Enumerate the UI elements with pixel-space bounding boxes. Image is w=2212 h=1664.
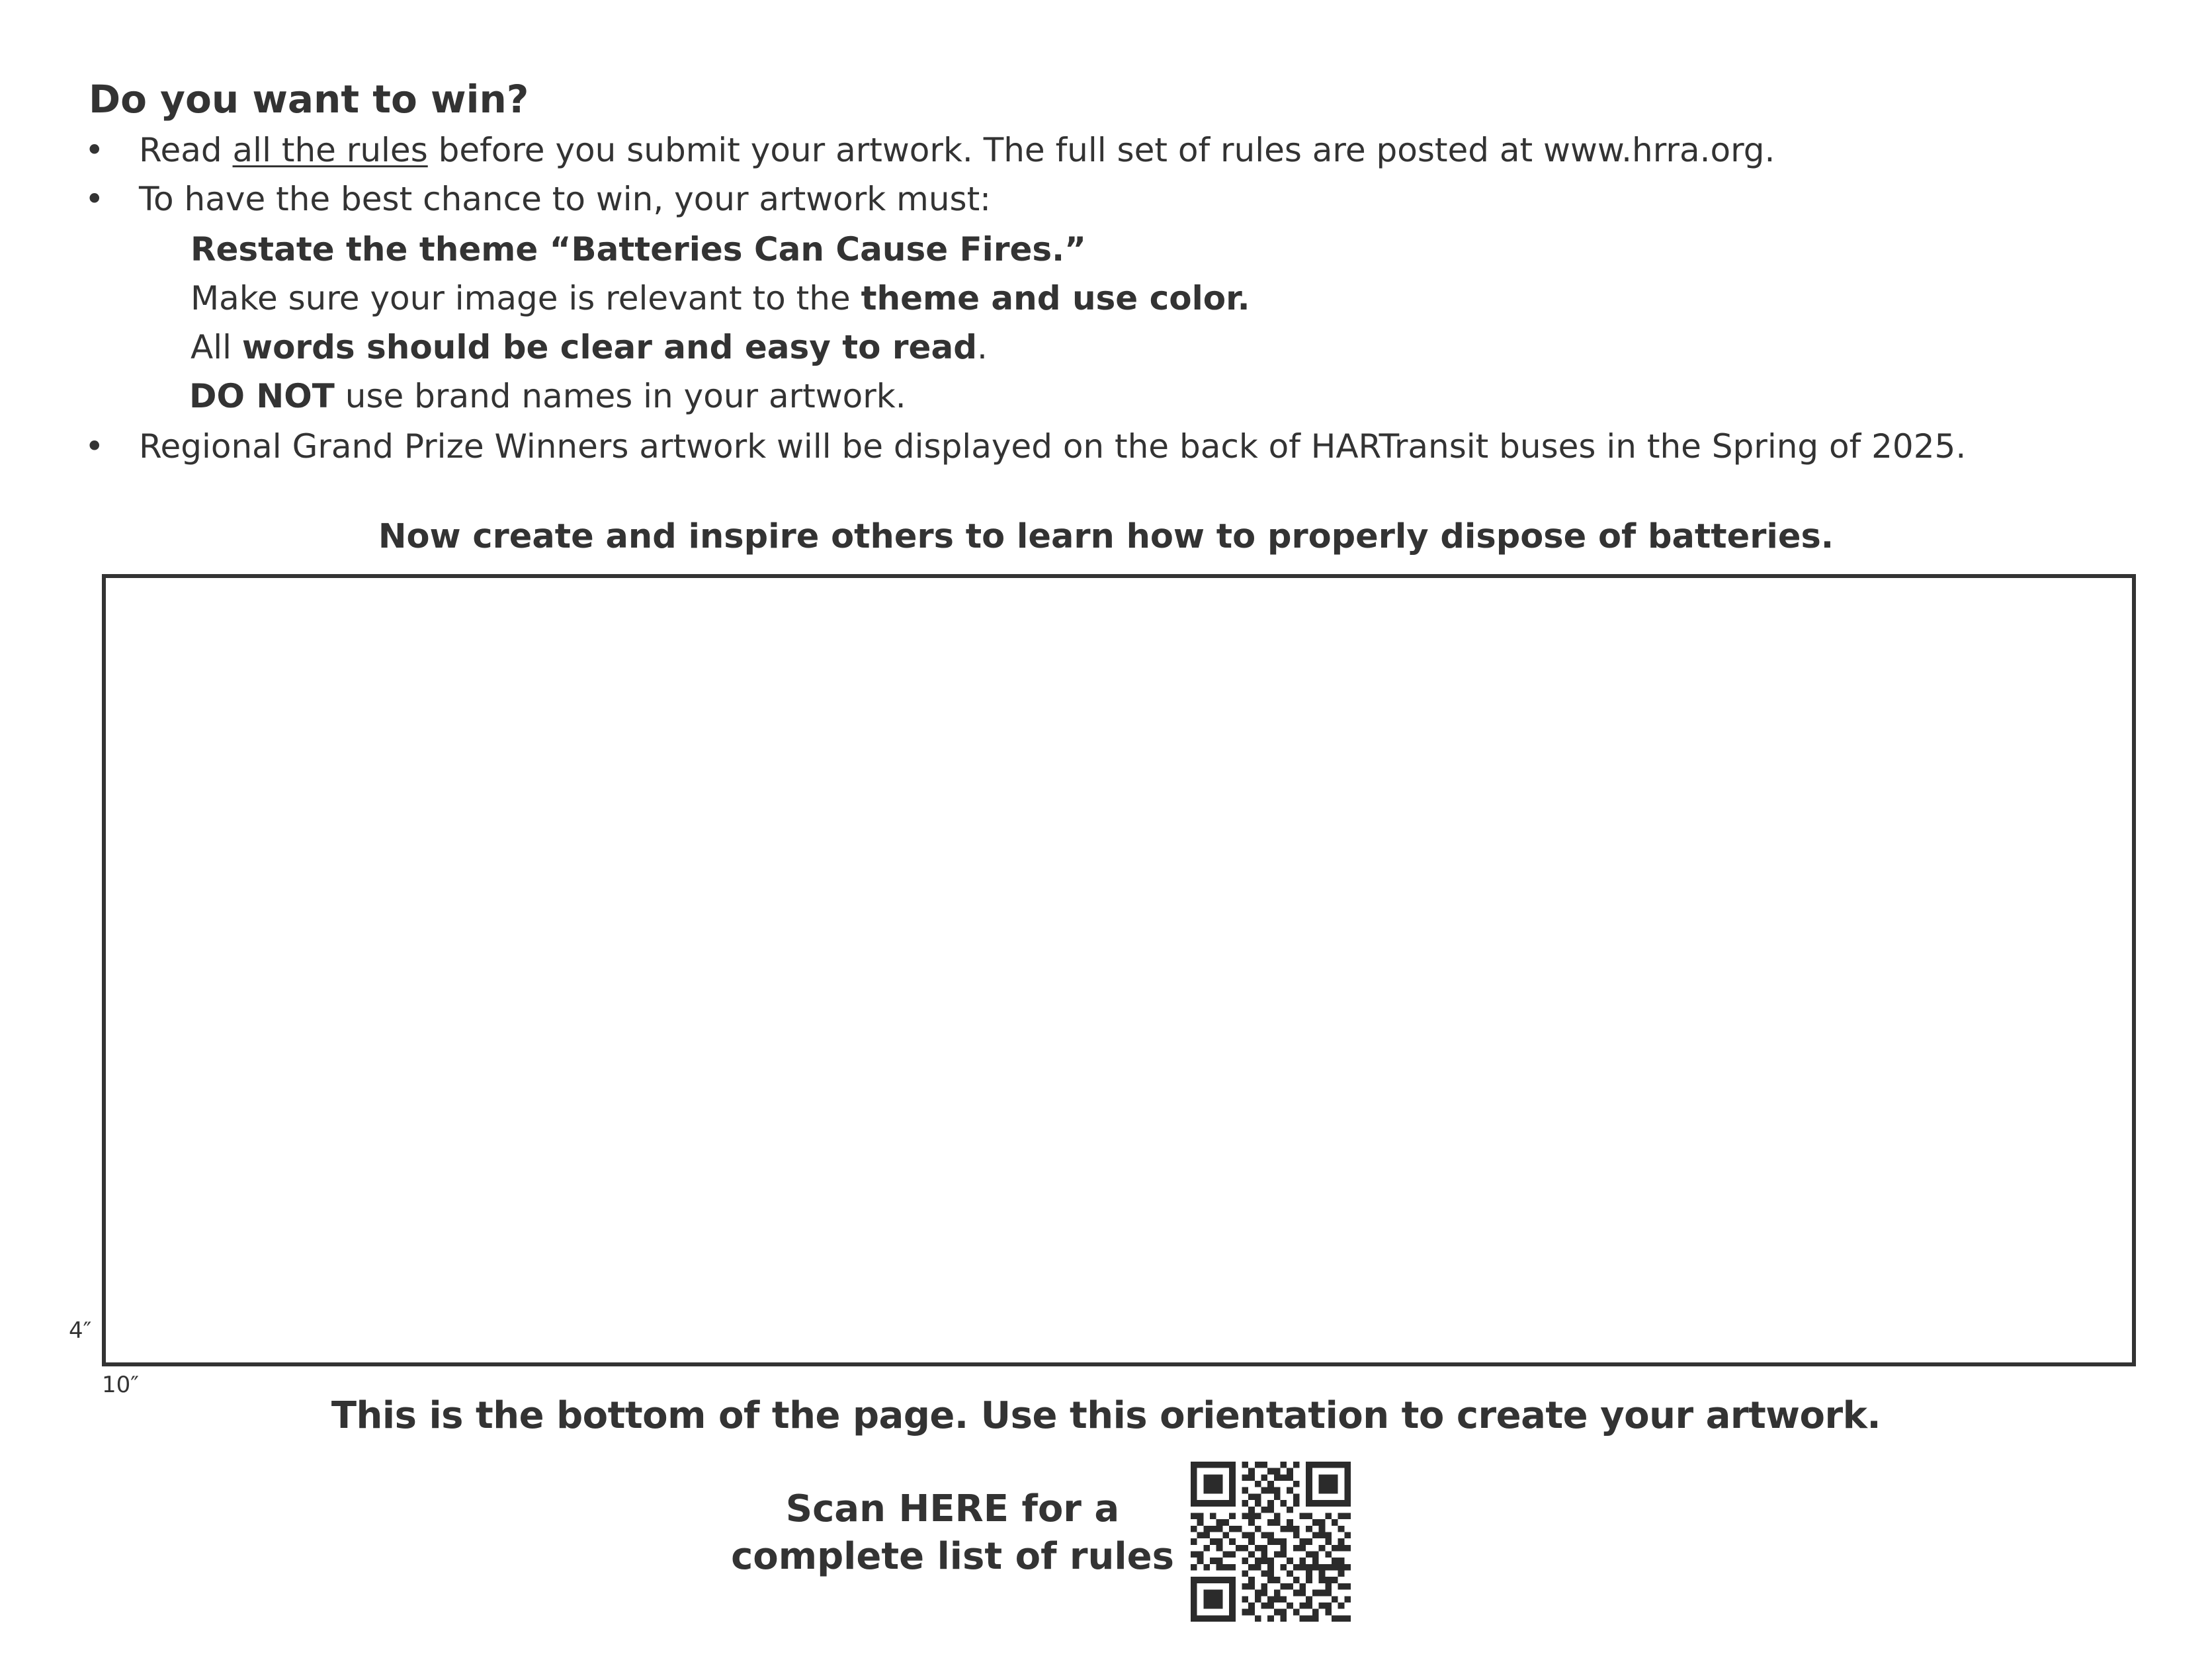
height-dimension-label: 4″ [69,1317,92,1344]
orientation-note: This is the bottom of the page. Use this orientation to create your artwork. [331,1394,1881,1437]
scan-instructions: Scan HERE for a complete list of rules [731,1487,1174,1578]
bullet-icon: • [85,427,105,466]
rule-no-brand-names: DO NOT use brand names in your artwork. [189,377,906,415]
bullet-icon: • [85,131,105,169]
rule-read-all: Read all the rules before you submit your artwork. The full set of rules are posted at www.hrra.org. [139,131,1775,169]
rule-restate-theme: Restate the theme “Batteries Can Cause Fires.” [191,230,1087,269]
qr-code-icon[interactable] [1191,1462,1351,1622]
page-heading: Do you want to win? [89,77,529,122]
bullet-icon: • [85,180,105,218]
call-to-action: Now create and inspire others to learn how to properly dispose of batteries. [378,517,1834,556]
rule-clear-words: All words should be clear and easy to read. [191,328,988,366]
all-the-rules-text: all the rules [232,131,428,169]
rule-relevant-image: Make sure your image is relevant to the theme and use color. [191,279,1250,317]
artwork-area[interactable] [102,574,2136,1366]
rule-grand-prize: Regional Grand Prize Winners artwork will be displayed on the back of HARTransit buses in the Spring of 2025. [139,427,1967,466]
rule-best-chance: To have the best chance to win, your artwork must: [139,180,992,218]
width-dimension-label: 10″ [102,1372,139,1398]
